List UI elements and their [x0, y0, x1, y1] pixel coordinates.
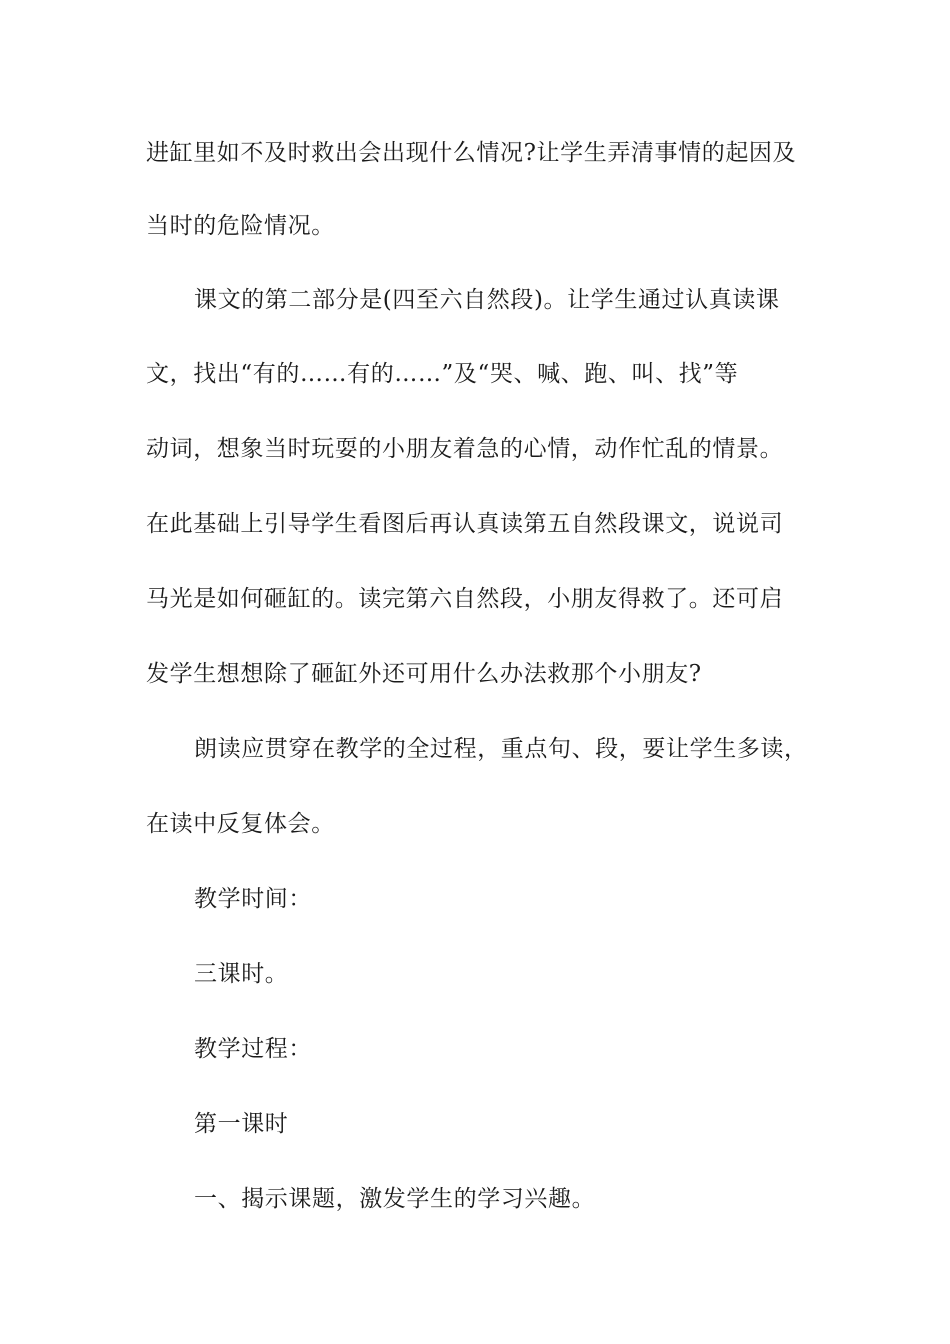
teaching-time-value: 三课时。 — [194, 961, 289, 987]
heading-first-lesson: 第一课时 — [194, 1111, 289, 1137]
text-line: 马光是如何砸缸的。读完第六自然段，小朋友得救了。还可启 — [146, 586, 784, 612]
text-line: 发学生想想除了砸缸外还可用什么办法救那个小朋友? — [146, 661, 702, 687]
text-line: 在此基础上引导学生看图后再认真读第五自然段课文，说说司 — [146, 511, 784, 537]
text-line: 动词，想象当时玩耍的小朋友着急的心情，动作忙乱的情景。 — [146, 436, 784, 462]
text-line: 文，找出“有的……有的……”及“哭、喊、跑、叫、找”等 — [146, 361, 739, 387]
heading-teaching-process: 教学过程： — [194, 1036, 312, 1062]
text-line: 在读中反复体会。 — [146, 811, 335, 837]
text-line: 当时的危险情况。 — [146, 213, 335, 239]
heading-teaching-time: 教学时间： — [194, 886, 312, 912]
section-title: 一、揭示课题，激发学生的学习兴趣。 — [194, 1186, 596, 1212]
text-line: 进缸里如不及时救出会出现什么情况?让学生弄清事情的起因及 — [146, 140, 797, 166]
paragraph-line: 朗读应贯穿在教学的全过程，重点句、段，要让学生多读， — [194, 736, 808, 762]
paragraph-line: 课文的第二部分是(四至六自然段)。让学生通过认真读课 — [194, 287, 780, 313]
